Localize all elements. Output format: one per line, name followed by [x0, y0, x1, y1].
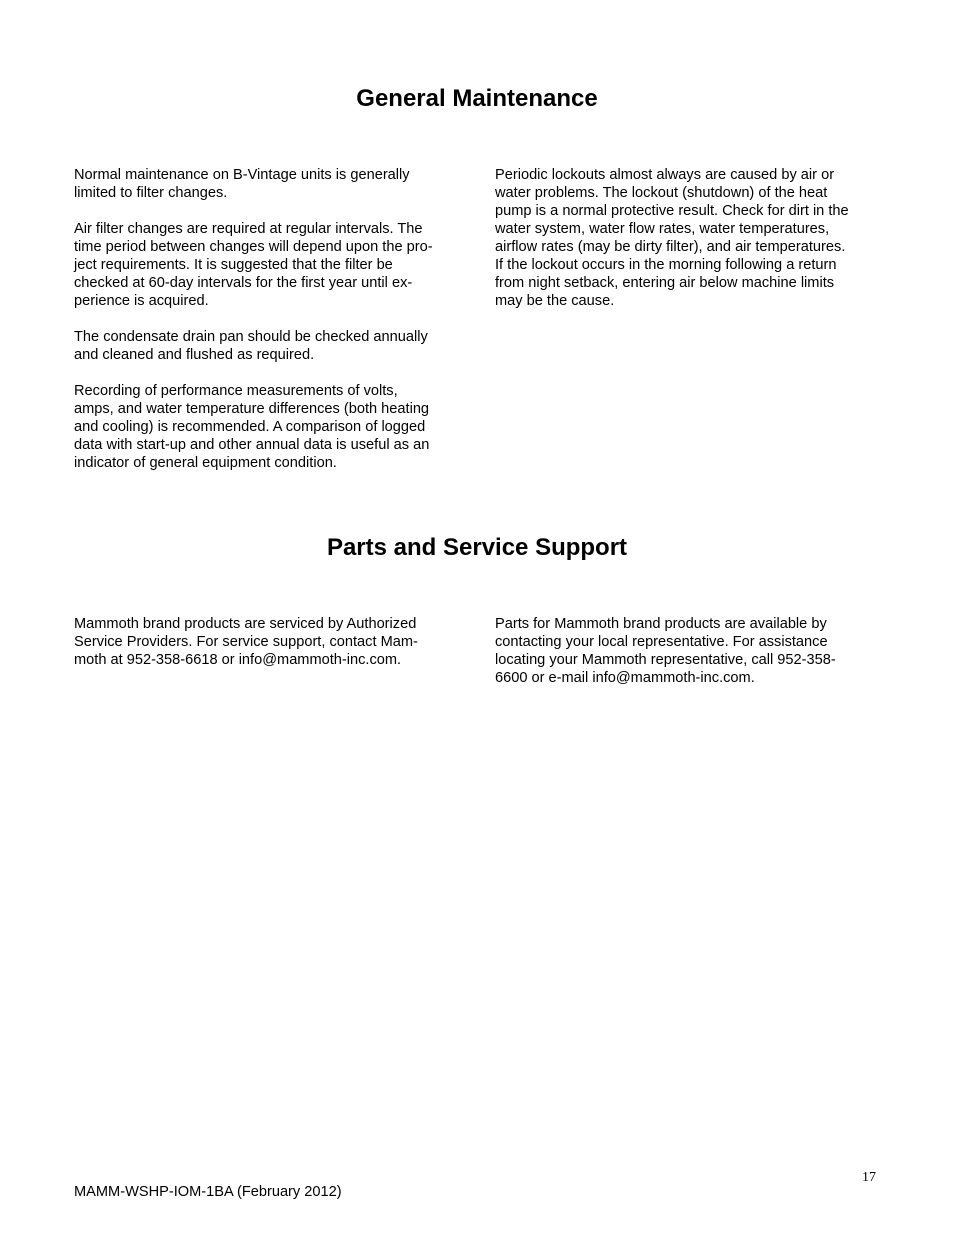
text-line: Recording of performance measurements of volts,: [74, 383, 398, 399]
text-line: indicator of general equipment condition.: [74, 455, 337, 471]
parts-service-left-column: [74, 615, 460, 687]
paragraph-air-filter-intervals: [74, 220, 460, 310]
text-line: pump is a normal protective result. Check for dirt in the: [495, 203, 849, 219]
general-maintenance-right-column: [495, 166, 881, 328]
text-line: moth at 952-358-6618 or info@mammoth-inc.com.: [74, 652, 402, 668]
general-maintenance-heading: General Maintenance: [356, 85, 598, 112]
text-line: Service Providers. For service support, contact Mam-: [74, 634, 418, 650]
paragraph-filter-changes: [74, 166, 460, 202]
paragraph-parts-availability: [495, 615, 881, 687]
text-line: limited to filter changes.: [74, 185, 228, 201]
page-number: 17: [862, 1170, 876, 1185]
text-line: 6600 or e-mail info@mammoth-inc.com.: [495, 670, 755, 686]
text-line: Parts for Mammoth brand products are available by: [495, 616, 827, 632]
text-line: contacting your local representative. For assistance: [495, 634, 828, 650]
general-maintenance-left-column: [74, 166, 460, 490]
text-line: data with start-up and other annual data is useful as an: [74, 437, 430, 453]
text-line: time period between changes will depend upon the pro-: [74, 239, 433, 255]
text-line: The condensate drain pan should be checked annually: [74, 329, 428, 345]
paragraph-condensate-drain-pan: [74, 328, 460, 364]
paragraph-performance-recording: [74, 382, 460, 472]
text-line: Mammoth brand products are serviced by Authorized: [74, 616, 417, 632]
text-line: Periodic lockouts almost always are caused by air or: [495, 167, 835, 183]
text-line: Air filter changes are required at regular intervals. The: [74, 221, 423, 237]
parts-service-support-heading: Parts and Service Support: [326, 534, 628, 561]
paragraph-periodic-lockouts: [495, 166, 881, 310]
text-line: may be the cause.: [495, 293, 615, 309]
text-line: Normal maintenance on B-Vintage units is generally: [74, 167, 410, 183]
paragraph-authorized-service: [74, 615, 460, 669]
text-line: ject requirements. It is suggested that the filter be: [74, 257, 393, 273]
text-line: airflow rates (may be dirty filter), and air temperatures.: [495, 239, 846, 255]
text-line: If the lockout occurs in the morning following a return: [495, 257, 837, 273]
text-line: and cleaned and flushed as required.: [74, 347, 315, 363]
text-line: perience is acquired.: [74, 293, 209, 309]
text-line: water system, water flow rates, water temperatures,: [495, 221, 830, 237]
text-line: and cooling) is recommended. A comparison of logged: [74, 419, 426, 435]
parts-service-right-column: [495, 615, 881, 705]
text-line: locating your Mammoth representative, call 952-358-: [495, 652, 836, 668]
text-line: checked at 60-day intervals for the first year until ex-: [74, 275, 413, 291]
text-line: from night setback, entering air below machine limits: [495, 275, 835, 291]
text-line: amps, and water temperature differences (both heating: [74, 401, 430, 417]
text-line: water problems. The lockout (shutdown) of the heat: [495, 185, 828, 201]
document-id-footer: MAMM-WSHP-IOM-1BA (February 2012): [74, 1184, 342, 1200]
